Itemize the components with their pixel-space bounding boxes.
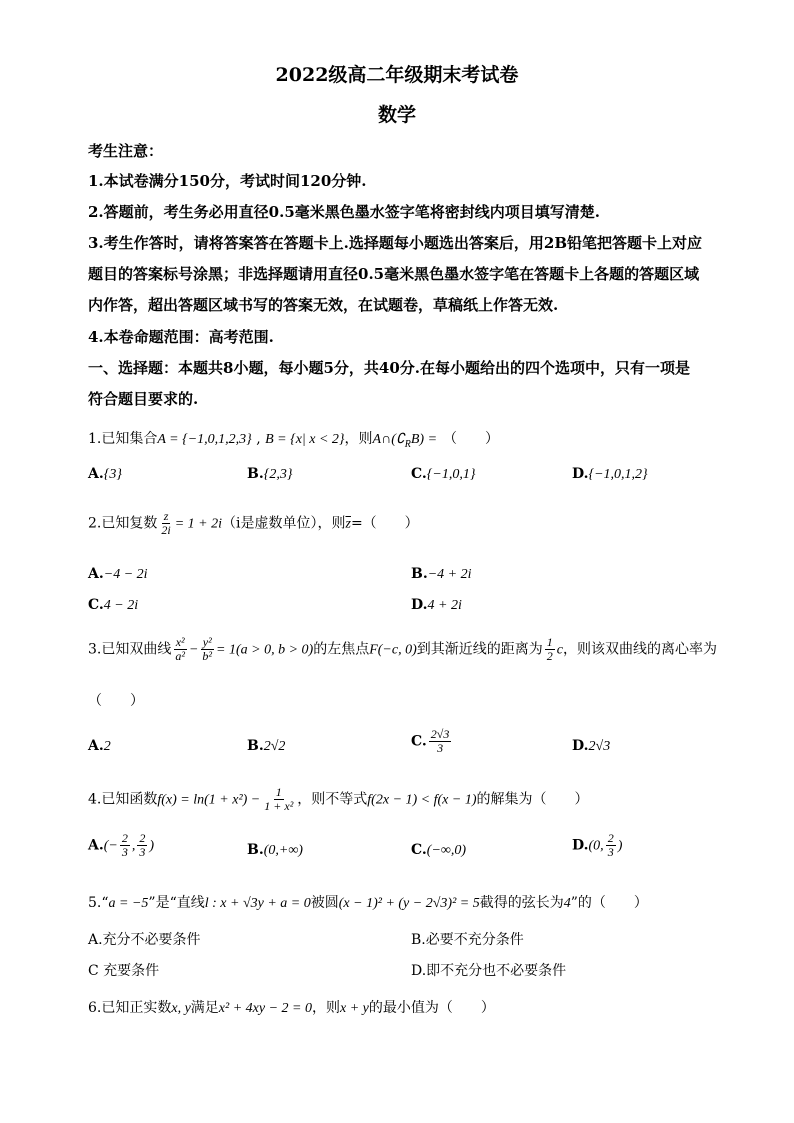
q4-ineq: f(2x − 1) < f(x − 1)	[367, 792, 477, 808]
q2-note: （i是虚数单位），则	[222, 515, 346, 532]
q5-circle: (x − 1)² + (y − 2√3)² = 5	[338, 896, 480, 911]
q4-mid: ，则不等式	[297, 791, 368, 808]
q1-option-a-label: A.	[88, 466, 104, 482]
q4-option-c-value: (−∞,0)	[426, 843, 467, 858]
q3-option-c[interactable]	[411, 728, 453, 755]
q3-f2-num: y²	[202, 635, 212, 649]
notice-item-4: 4.本卷命题范围：高考范围.	[88, 328, 274, 346]
q4-option-d-frac	[606, 832, 616, 859]
q4-option-a-n2: 2	[139, 831, 146, 845]
q3-fraction-half	[545, 636, 555, 663]
q2-conj: $\overline{z}$	[345, 516, 351, 532]
q3-option-b[interactable]	[247, 738, 285, 755]
q1-option-d-label: D.	[572, 466, 589, 482]
q5-mid3: 截得的弦长为	[479, 895, 564, 911]
q1-option-b-value: {2,3}	[263, 467, 293, 482]
q1-option-a[interactable]	[88, 466, 122, 483]
question-6	[88, 997, 495, 1017]
q6-prefix: 6.已知正实数	[88, 1000, 172, 1016]
q4-option-a-d1: 3	[121, 845, 128, 859]
q3-option-a[interactable]	[88, 738, 111, 755]
q5-option-b[interactable]: B.必要不充分条件	[411, 932, 524, 948]
q3-prefix: 3.已知双曲线	[88, 641, 172, 658]
q4-option-a-label: A.	[88, 837, 104, 854]
q5-mid2: 被圆	[310, 895, 339, 911]
q6-mid: 满足	[190, 1000, 219, 1016]
q4-option-b-value: (0,+∞)	[263, 843, 303, 858]
q4-option-a-close: )	[149, 838, 155, 854]
q3-cond: = 1(a > 0, b > 0)	[216, 642, 314, 658]
q5-option-a[interactable]: A.充分不必要条件	[88, 932, 201, 948]
q3-option-d[interactable]	[572, 738, 610, 755]
question-4	[88, 786, 589, 813]
q6-eq: x² + 4xy − 2 = 0	[218, 1001, 312, 1016]
q3-fraction-x	[173, 636, 187, 663]
notice-item-3-line-3: 内作答，超出答题区域书写的答案无效，在试题卷，草稿纸上作答无效.	[88, 296, 559, 314]
q3-option-c-num: 2√3	[430, 727, 450, 741]
q5-line: l : x + √3y + a = 0	[204, 896, 311, 911]
q6-mid2: ，则	[311, 1000, 340, 1016]
q1-option-c-value: {−1,0,1}	[426, 467, 476, 482]
q3-f1-num: x²	[175, 635, 185, 649]
q1-sub: R	[404, 438, 411, 450]
q2-option-d[interactable]	[411, 597, 462, 614]
q4-option-a-n1: 2	[121, 831, 128, 845]
q1-option-b-label: B.	[247, 466, 264, 482]
q2-prefix: 2.已知复数	[88, 515, 158, 532]
q4-func: f(x) = ln(1 + x²) −	[157, 792, 261, 808]
q1-option-c[interactable]	[411, 466, 475, 483]
section-heading-line-1: 一、选择题：本题共8小题，每小题5分，共40分.在每小题给出的四个选项中，只有一项是	[88, 359, 690, 377]
q1-option-d[interactable]	[572, 466, 648, 483]
q2-frac-den: 2i	[161, 523, 171, 537]
notice-item-3-line-2: 题目的答案标号涂黑；非选择题请用直径0.5毫米黑色墨水签字笔在答题卡上各题的答题区域	[88, 265, 700, 283]
q5-mid: ”是“直线	[148, 895, 205, 911]
q2-option-d-value: 4 + 2i	[427, 598, 462, 613]
q4-option-a-open: (−	[103, 838, 118, 854]
q2-option-b-label: B.	[411, 566, 428, 582]
q1-mid: ，则	[344, 431, 373, 447]
q2-option-c-value: 4 − 2i	[103, 598, 139, 613]
q1-expr2: B) =	[410, 432, 438, 447]
q1-expr: A∩(∁	[372, 432, 405, 447]
q3-option-c-fraction	[429, 728, 452, 755]
q1-comma: ,	[251, 431, 266, 447]
q5-option-c[interactable]: C 充要条件	[88, 963, 160, 979]
q4-option-d-open: (0,	[588, 838, 604, 854]
q4-option-b[interactable]	[247, 842, 303, 859]
q3-half-num: 1	[546, 635, 553, 649]
q3-tail: ，则该双曲线的离心率为	[562, 641, 717, 658]
q1-option-b[interactable]	[247, 466, 292, 483]
q4-f-den: 1 + x²	[264, 799, 294, 813]
q2-frac-num: z	[163, 509, 169, 523]
q1-set-a: A = {−1,0,1,2,3}	[157, 432, 252, 447]
q6-vars: x, y	[171, 1001, 191, 1016]
exam-title: 2022级高二年级期末考试卷	[275, 64, 519, 86]
q2-option-b-value: −4 + 2i	[427, 567, 472, 582]
q6-expr: x + y	[339, 1001, 369, 1016]
q3-option-c-den: 3	[437, 741, 444, 755]
question-3	[88, 636, 717, 663]
q1-option-a-value: {3}	[103, 467, 122, 482]
q2-fraction	[159, 510, 172, 537]
q4-option-a-frac2	[137, 832, 147, 859]
q3-f1-den: a²	[175, 649, 185, 663]
q3-c: c	[556, 642, 563, 658]
q3-option-b-value: 2√2	[263, 739, 286, 754]
q3-option-a-value: 2	[103, 739, 111, 754]
q1-set-b: B = {x| x < 2}	[265, 432, 345, 447]
q1-option-d-value: {−1,0,1,2}	[588, 467, 648, 482]
q1-option-c-label: C.	[411, 466, 427, 482]
section-heading-line-2: 符合题目要求的.	[88, 390, 199, 408]
q2-option-a-label: A.	[88, 566, 104, 582]
q4-option-d[interactable]	[572, 832, 622, 859]
q5-cond: a = −5	[108, 896, 149, 911]
q3-option-a-label: A.	[88, 738, 104, 754]
q4-prefix: 4.已知函数	[88, 791, 158, 808]
q2-option-c[interactable]	[88, 597, 138, 614]
q3-option-d-value: 2√3	[588, 739, 611, 754]
q4-option-a-comma: ,	[131, 838, 136, 854]
q3-f2-den: b²	[202, 649, 213, 663]
q2-option-a-value: −4 − 2i	[103, 567, 148, 582]
q4-option-d-label: D.	[572, 837, 589, 854]
q3-mid: 的左焦点	[313, 641, 370, 658]
question-2	[88, 510, 419, 537]
q3-half-den: 2	[546, 649, 553, 663]
q2-eq: = 1 + 2i	[174, 516, 222, 532]
q4-option-a-frac1	[120, 832, 130, 859]
q4-fraction	[262, 786, 295, 813]
q2-tail: =（ ）	[350, 515, 419, 532]
q5-tail: ”的（ ）	[570, 895, 648, 911]
q1-prefix: 1.已知集合	[88, 431, 158, 447]
subject-title: 数学	[377, 104, 416, 126]
q4-tail: 的解集为（ ）	[476, 791, 589, 808]
q4-option-d-num: 2	[607, 831, 614, 845]
q2-option-b[interactable]	[411, 566, 472, 583]
notice-heading: 考生注意：	[88, 142, 164, 160]
q2-option-d-label: D.	[411, 597, 428, 613]
q3-option-c-label: C.	[411, 733, 427, 750]
q4-option-d-den: 3	[607, 845, 614, 859]
q3-paren: （ ）	[88, 693, 144, 709]
q3-option-d-label: D.	[572, 738, 589, 754]
q4-option-a-d2: 3	[139, 845, 146, 859]
q3-mid2: 到其渐近线的距离为	[416, 641, 543, 658]
q3-point: F(−c, 0)	[369, 642, 417, 658]
q3-minus: −	[188, 642, 199, 658]
q4-f-num: 1	[275, 785, 282, 799]
q5-prefix: 5.“	[88, 895, 109, 911]
question-5	[88, 892, 648, 912]
q3-fraction-y	[200, 636, 214, 663]
q1-paren: （ ）	[443, 431, 500, 447]
q4-option-d-close: )	[617, 838, 623, 854]
notice-item-2: 2.答题前，考生务必用直径0.5毫米黑色墨水签字笔将密封线内项目填写清楚.	[88, 203, 600, 221]
notice-item-3-line-1: 3.考生作答时，请将答案答在答题卡上.选择题每小题选出答案后，用2B铅笔把答题卡上对应	[88, 234, 703, 252]
question-1	[88, 428, 499, 450]
q4-option-b-label: B.	[247, 842, 264, 858]
q3-option-b-label: B.	[247, 738, 264, 754]
q4-option-a[interactable]	[88, 832, 154, 859]
q4-option-c[interactable]	[411, 842, 466, 859]
q6-tail: 的最小值为（ ）	[368, 1000, 495, 1016]
q2-option-a[interactable]	[88, 566, 148, 583]
q5-len: 4	[563, 896, 571, 911]
notice-item-1: 1.本试卷满分150分，考试时间120分钟.	[88, 172, 367, 190]
q2-option-c-label: C.	[88, 597, 104, 613]
q5-option-d[interactable]: D.即不充分也不必要条件	[411, 963, 567, 979]
q4-option-c-label: C.	[411, 842, 427, 858]
